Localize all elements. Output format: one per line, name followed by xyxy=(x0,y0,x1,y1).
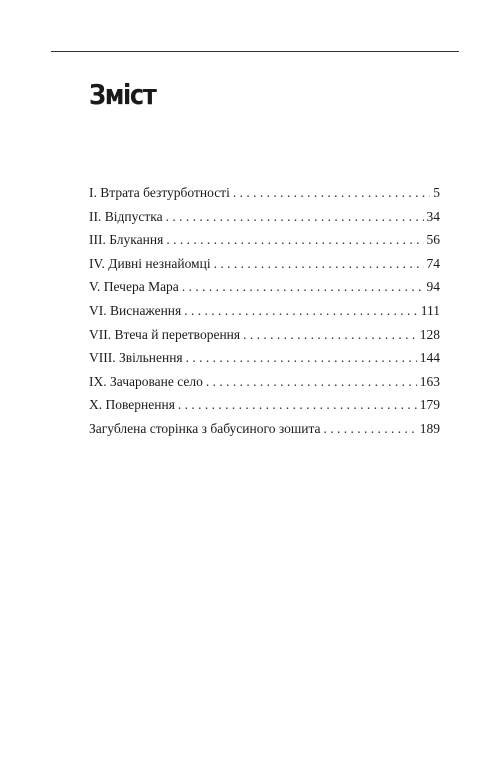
toc-entry-title: III. Блукання xyxy=(89,232,164,248)
dot-leader xyxy=(233,181,430,205)
dot-leader xyxy=(178,393,417,417)
toc-page-number: 144 xyxy=(419,350,440,366)
page-title: Зміст xyxy=(89,78,156,111)
top-rule xyxy=(51,51,459,52)
toc-entry-title: VI. Виснаження xyxy=(89,302,182,318)
toc-page-number: 128 xyxy=(419,326,440,342)
dot-leader xyxy=(166,205,424,229)
toc-entry xyxy=(89,346,440,370)
toc-entry xyxy=(89,252,440,276)
toc-page-number: 94 xyxy=(426,279,440,295)
toc-entry-title: VII. Втеча й перетворення xyxy=(89,326,241,342)
dot-leader xyxy=(166,228,423,252)
table-of-contents xyxy=(89,181,440,441)
toc-entry xyxy=(89,370,440,394)
toc-page-number: 111 xyxy=(420,302,440,318)
toc-page-number: 34 xyxy=(426,208,440,224)
toc-entry xyxy=(89,393,440,417)
toc-entry xyxy=(89,299,440,323)
dot-leader xyxy=(182,275,424,299)
toc-page-number: 189 xyxy=(419,420,440,436)
toc-entry-title: VIII. Звільнення xyxy=(89,350,183,366)
toc-entry xyxy=(89,205,440,229)
toc-entry-title: IX. Зачароване село xyxy=(89,373,203,389)
toc-page-number: 56 xyxy=(426,232,440,248)
dot-leader xyxy=(184,299,418,323)
toc-entry xyxy=(89,228,440,252)
toc-page-number: 179 xyxy=(419,397,440,413)
toc-entry xyxy=(89,417,440,441)
toc-entry-title: IV. Дивні незнайомці xyxy=(89,255,211,271)
toc-page-number: 5 xyxy=(433,185,440,200)
toc-page-number: 74 xyxy=(426,255,440,271)
toc-entry-title: II. Відпустка xyxy=(89,208,163,224)
toc-entry-title: I. Втрата безтурботності xyxy=(89,185,230,200)
dot-leader xyxy=(186,346,417,370)
dot-leader xyxy=(214,252,424,276)
toc-page-number: 163 xyxy=(419,373,440,389)
toc-entry xyxy=(89,275,440,299)
toc-entry xyxy=(89,323,440,347)
toc-entry xyxy=(89,181,440,205)
toc-entry-title: Загублена сторінка з бабусиного зошита xyxy=(89,420,321,436)
dot-leader xyxy=(324,417,417,441)
toc-entry-title: X. Повернення xyxy=(89,397,175,413)
dot-leader xyxy=(206,370,417,394)
dot-leader xyxy=(243,323,417,347)
toc-entry-title: V. Печера Мара xyxy=(89,279,179,295)
